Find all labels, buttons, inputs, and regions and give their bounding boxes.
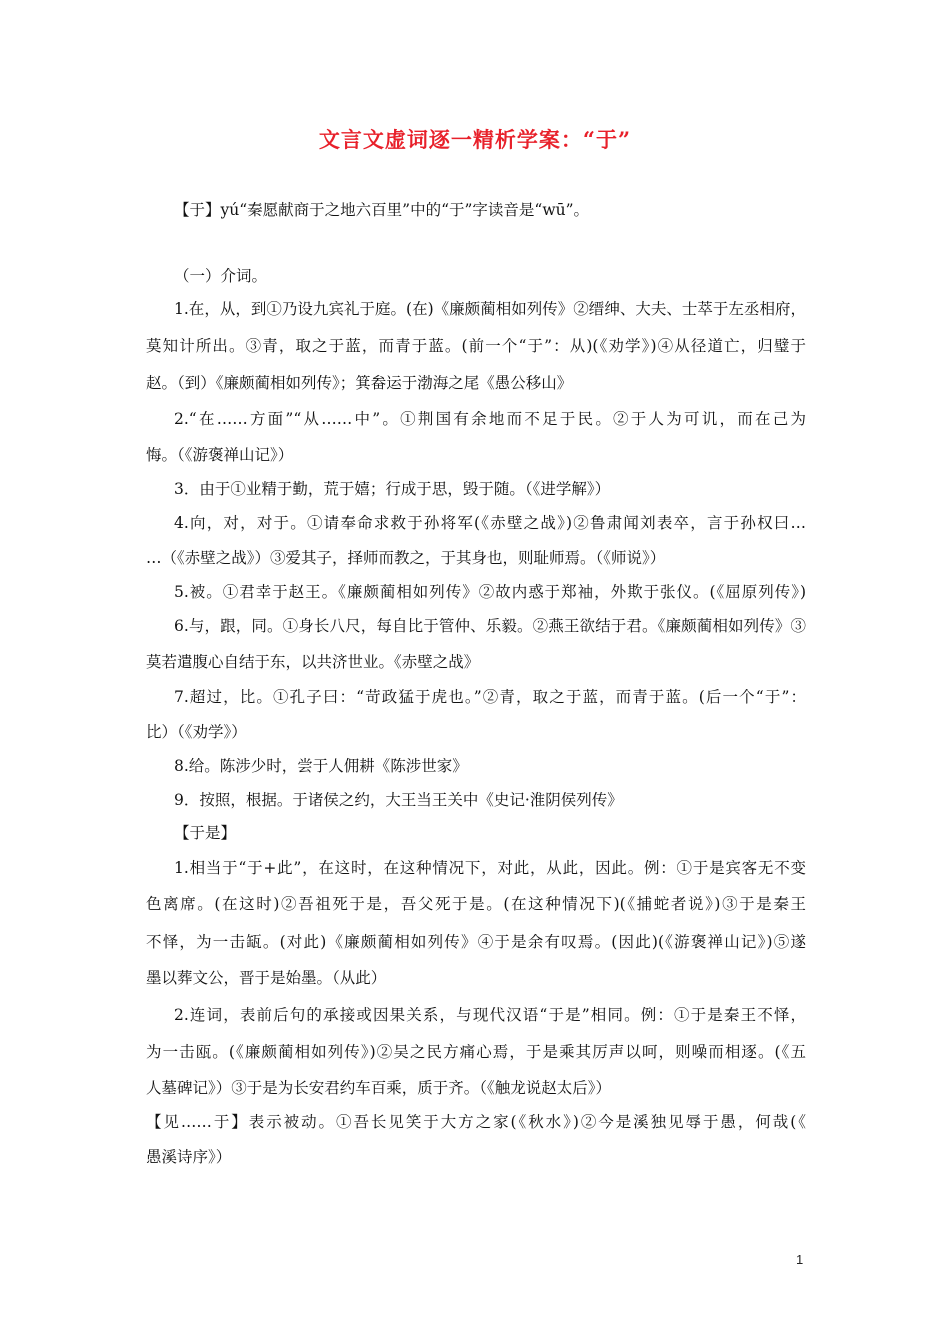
text-line: 色离席。(在这时)②吾祖死于是，吾父死于是。(在这种情况下)(《捕蛇者说》)③于是秦王 xyxy=(146,895,806,913)
text-line: 赵。（到）《廉颇蔺相如列传》；箕畚运于渤海之尾《愚公移山》 xyxy=(146,374,573,392)
text-line: 为一击瓯。(《廉颇蔺相如列传》)②吴之民方痛心焉，于是乘其厉声以呵，则噪而相逐。(《五 xyxy=(146,1043,806,1061)
text-line: 6.与，跟，同。①身长八尺，每自比于管仲、乐毅。②燕王欲结于君。《廉颇蔺相如列传》③ xyxy=(174,617,806,635)
section-heading-preposition: （一）介词。 xyxy=(174,267,268,285)
text-line: 【见……于】表示被动。①吾长见笑于大方之家(《秋水》)②今是溪独见辱于愚，何哉(《 xyxy=(146,1113,806,1131)
text-line: 9．按照，根据。于诸侯之约，大王当王关中《史记·淮阴侯列传》 xyxy=(174,791,623,809)
text-line: 莫知计所出。③青，取之于蓝，而青于蓝。(前一个“于”：从)(《劝学》)④从径道亡，归璧于 xyxy=(146,337,806,355)
text-line: 2.“在……方面”“从……中”。①荆国有余地而不足于民。②于人为可讥，而在己为 xyxy=(174,410,806,428)
intro-paragraph: 【于】yú“秦愿献商于之地六百里”中的“于”字读音是“wū”。 xyxy=(174,201,590,219)
text-line: 5.被。①君幸于赵王。《廉颇蔺相如列传》②故内惑于郑袖，外欺于张仪。(《屈原列传》) xyxy=(174,583,806,601)
text-line: 愚溪诗序》） xyxy=(146,1148,232,1166)
text-line: 人墓碑记》）③于是为长安君约车百乘，质于齐。（《触龙说赵太后》） xyxy=(146,1079,612,1097)
text-line: 1.在，从，到①乃设九宾礼于庭。(在)《廉颇蔺相如列传》②缙绅、大夫、士萃于左丞相府， xyxy=(174,300,806,318)
text-line: 不怿，为一击缻。(对此)《廉颇蔺相如列传》④于是余有叹焉。(因此)(《游褒禅山记》)⑤遂 xyxy=(146,933,806,951)
text-line: 比）（《劝学》） xyxy=(146,723,247,741)
text-line: 悔。（《游褒禅山记》） xyxy=(146,446,294,464)
section-heading-yushi: 【于是】 xyxy=(174,824,237,842)
page-number: 1 xyxy=(796,1252,804,1267)
text-line: 墨以葬文公，晋于是始墨。（从此） xyxy=(146,969,387,987)
text-line: 1.相当于“于+此”，在这时，在这种情况下，对此，从此，因此。例：①于是宾客无不变 xyxy=(174,859,806,877)
text-line: 3．由于①业精于勤，荒于嬉；行成于思，毁于随。（《进学解》） xyxy=(174,480,611,498)
text-line: 4.向，对，对于。①请奉命求救于孙将军(《赤壁之战》)②鲁肃闻刘表卒，言于孙权曰… xyxy=(174,514,806,532)
page-title: 文言文虚词逐一精析学案：“于” xyxy=(318,127,632,152)
text-line: 莫若遣腹心自结于东，以共济世业。《赤壁之战》 xyxy=(146,653,480,671)
text-line: 8.给。陈涉少时，尝于人佣耕《陈涉世家》 xyxy=(174,757,468,775)
text-line: …（《赤壁之战》）③爱其子，择师而教之，于其身也，则耻师焉。（《师说》） xyxy=(146,549,666,567)
text-line: 7.超过，比。①孔子曰：“苛政猛于虎也。”②青，取之于蓝，而青于蓝。(后一个“于”： xyxy=(174,688,806,706)
text-line: 2.连词，表前后句的承接或因果关系，与现代汉语“于是”相同。例：①于是秦王不怿， xyxy=(174,1006,806,1024)
